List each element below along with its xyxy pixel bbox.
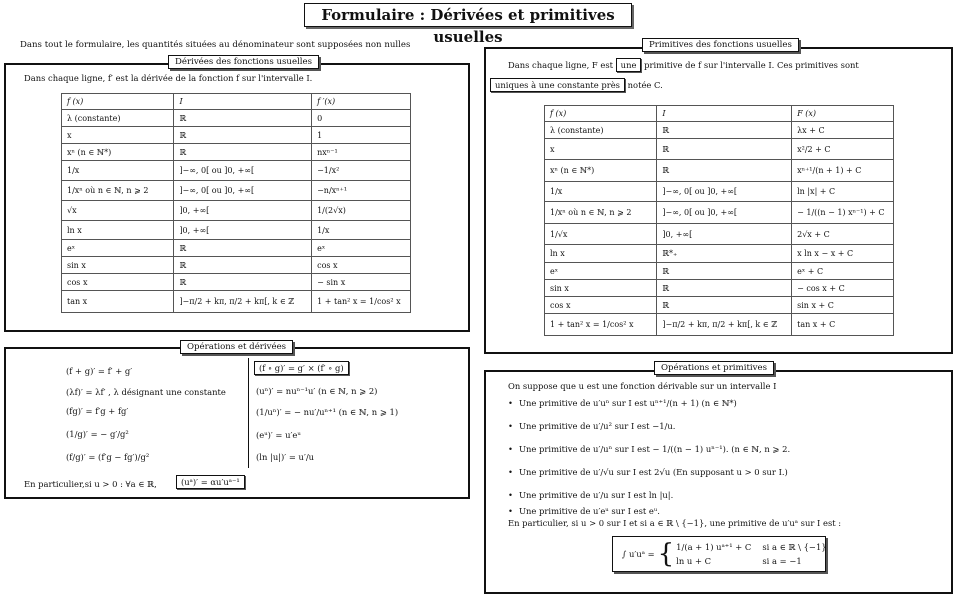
table-cell: eˣ <box>545 263 657 280</box>
table-cell: xⁿ⁺¹/(n + 1) + C <box>792 160 894 182</box>
table-cell: ℝ <box>657 263 792 280</box>
desc-highlight-une: une <box>616 58 642 72</box>
table-cell: 1/√x <box>545 224 657 245</box>
table-row <box>62 127 411 144</box>
page-title: Formulaire : Dérivées et primitives usuelles <box>304 3 632 27</box>
table-cell: tan x <box>62 291 174 313</box>
table-cell: ℝ <box>174 127 312 144</box>
table-cell: ℝ <box>174 144 312 161</box>
table-cell: ℝ <box>174 274 312 291</box>
intro-text: Dans tout le formulaire, les quantités situées au dénominateur sont supposées non nulles <box>20 40 411 50</box>
primitives-description-line1 <box>508 60 859 70</box>
desc-text: primitive de f sur l'intervalle I. Ces primitives sont <box>644 60 859 70</box>
formula-lhs: ∫ u′uᵃ = <box>622 549 655 559</box>
table-row <box>62 240 411 257</box>
table-cell: − sin x <box>312 274 411 291</box>
table-cell: √x <box>62 201 174 221</box>
table-row <box>545 245 894 263</box>
primitives-table <box>544 105 894 336</box>
table-header: f (x) <box>545 106 657 122</box>
chain-rule-formula: (f ∘ g)′ = g′ × (f′ ∘ g) <box>254 361 349 375</box>
table-header: f (x) <box>62 94 174 110</box>
table-cell: 1/xⁿ où n ∈ ℕ, n ⩾ 2 <box>545 202 657 224</box>
table-row <box>62 221 411 240</box>
operations-derivatives-tag: Opérations et dérivées <box>180 340 293 354</box>
table-header: I <box>174 94 312 110</box>
table-row <box>62 274 411 291</box>
table-cell: nxⁿ⁻¹ <box>312 144 411 161</box>
column-divider <box>248 358 249 468</box>
table-cell: ]−∞, 0[ ou ]0, +∞[ <box>657 202 792 224</box>
table-cell: ℝ <box>174 257 312 274</box>
table-cell: eˣ + C <box>792 263 894 280</box>
derivative-rule: (uⁿ)′ = nuⁿ⁻¹u′ (n ∈ ℕ, n ⩾ 2) <box>256 386 378 396</box>
table-cell: 1 <box>312 127 411 144</box>
table-row <box>545 297 894 314</box>
table-row <box>545 182 894 202</box>
table-header: f ′(x) <box>312 94 411 110</box>
table-cell: ℝ <box>657 160 792 182</box>
table-cell: x <box>62 127 174 144</box>
derivatives-tag: Dérivées des fonctions usuelles <box>168 55 319 69</box>
table-cell: ℝ <box>657 297 792 314</box>
primitives-tag: Primitives des fonctions usuelles <box>642 38 799 52</box>
derivative-rule: (1/uⁿ)′ = − nu′/uⁿ⁺¹ (n ∈ ℕ, n ⩾ 1) <box>256 407 399 417</box>
table-cell: 1/(2√x) <box>312 201 411 221</box>
table-cell: 0 <box>312 110 411 127</box>
derivative-rule: (f/g)′ = (f′g − fg′)/g² <box>66 452 150 462</box>
table-cell: 1 + tan² x = 1/cos² x <box>312 291 411 313</box>
table-cell: 1/x <box>312 221 411 240</box>
case1-expression: 1/(a + 1) uᵃ⁺¹ + C <box>676 542 752 552</box>
operations-primitives-tag: Opérations et primitives <box>654 361 774 375</box>
table-row <box>62 144 411 161</box>
table-cell: − cos x + C <box>792 280 894 297</box>
table-cell: ln x <box>62 221 174 240</box>
table-row <box>62 291 411 313</box>
table-row <box>62 161 411 181</box>
particular-case-text: En particulier,si u > 0 : ∀a ∈ ℝ, <box>24 479 157 489</box>
table-row <box>545 139 894 160</box>
table-cell: ]−π/2 + kπ, π/2 + kπ[, k ∈ ℤ <box>657 314 792 336</box>
table-cell: x²/2 + C <box>792 139 894 160</box>
table-cell: sin x <box>62 257 174 274</box>
derivative-rule: (eᵘ)′ = u′eᵘ <box>256 430 301 440</box>
desc-text: Dans chaque ligne, F est <box>508 60 613 70</box>
brace-icon: { <box>657 539 675 569</box>
table-row <box>545 280 894 297</box>
derivative-rule: (f + g)′ = f′ + g′ <box>66 366 133 376</box>
table-cell: ln x <box>545 245 657 263</box>
table-cell: ℝ <box>657 280 792 297</box>
power-primitive-formula <box>612 536 826 572</box>
case2-expression: ln u + C <box>676 556 712 566</box>
table-cell: − 1/((n − 1) xⁿ⁻¹) + C <box>792 202 894 224</box>
primitive-rule: • Une primitive de u′eᵘ sur I est eᵘ. <box>508 506 660 516</box>
derivative-rule: (1/g)′ = − g′/g² <box>66 429 129 439</box>
table-cell: λ (constante) <box>62 110 174 127</box>
table-cell: ]−∞, 0[ ou ]0, +∞[ <box>174 161 312 181</box>
table-cell: sin x <box>545 280 657 297</box>
primitives-particular-text: En particulier, si u > 0 sur I et si a ∈ ℝ \ {−1}, une primitive de u′uᵃ sur I est : <box>508 518 842 528</box>
table-cell: ℝ <box>174 110 312 127</box>
primitives-description-line2 <box>490 80 663 90</box>
table-cell: −n/xⁿ⁺¹ <box>312 181 411 201</box>
table-cell: ℝ <box>174 240 312 257</box>
table-cell: ]−π/2 + kπ, π/2 + kπ[, k ∈ ℤ <box>174 291 312 313</box>
table-row <box>62 110 411 127</box>
table-cell: eˣ <box>62 240 174 257</box>
power-rule-formula: (uᵃ)′ = αu′uᵃ⁻¹ <box>176 475 245 489</box>
table-cell: tan x + C <box>792 314 894 336</box>
desc-highlight-unique: uniques à une constante près <box>490 78 625 92</box>
table-cell: ]0, +∞[ <box>174 221 312 240</box>
table-row <box>62 257 411 274</box>
derivative-rule: (λf)′ = λf′ , λ désignant une constante <box>66 387 226 397</box>
table-cell: λ (constante) <box>545 122 657 139</box>
case2-condition: si a = −1 <box>762 556 802 566</box>
table-cell: cos x <box>312 257 411 274</box>
table-cell: cos x <box>545 297 657 314</box>
table-cell: ]0, +∞[ <box>657 224 792 245</box>
table-cell: cos x <box>62 274 174 291</box>
desc-text: notée C. <box>627 80 663 90</box>
derivative-rule: (fg)′ = f′g + fg′ <box>66 406 129 416</box>
table-row <box>545 202 894 224</box>
case1-condition: si a ∈ ℝ \ {−1} <box>762 542 827 552</box>
table-header: I <box>657 106 792 122</box>
table-cell: 1/xⁿ où n ∈ ℕ, n ⩾ 2 <box>62 181 174 201</box>
primitive-rule: • Une primitive de u′/√u sur I est 2√u (En supposant u > 0 sur I.) <box>508 467 788 477</box>
table-cell: xⁿ (n ∈ ℕ*) <box>545 160 657 182</box>
table-cell: ℝ <box>657 139 792 160</box>
table-cell: 1 + tan² x = 1/cos² x <box>545 314 657 336</box>
table-cell: x ln x − x + C <box>792 245 894 263</box>
primitive-rule: • Une primitive de u′/u sur I est ln |u|. <box>508 490 673 500</box>
table-cell: −1/x² <box>312 161 411 181</box>
table-cell: λx + C <box>792 122 894 139</box>
table-row <box>545 160 894 182</box>
operations-primitives-intro: On suppose que u est une fonction dérivable sur un intervalle I <box>508 381 777 391</box>
table-header: F (x) <box>792 106 894 122</box>
table-cell: ℝ*₊ <box>657 245 792 263</box>
table-cell: ]0, +∞[ <box>174 201 312 221</box>
table-cell: ln |x| + C <box>792 182 894 202</box>
primitive-rule: • Une primitive de u′/uⁿ sur I est − 1/((n − 1) uⁿ⁻¹). (n ∈ ℕ, n ⩾ 2. <box>508 444 790 454</box>
table-cell: eˣ <box>312 240 411 257</box>
table-row <box>545 122 894 139</box>
table-cell: xⁿ (n ∈ ℕ*) <box>62 144 174 161</box>
table-cell: 1/x <box>545 182 657 202</box>
table-row <box>545 224 894 245</box>
primitive-rule: • Une primitive de u′/u² sur I est −1/u. <box>508 421 675 431</box>
derivatives-table <box>61 93 411 313</box>
table-cell: sin x + C <box>792 297 894 314</box>
table-cell: ]−∞, 0[ ou ]0, +∞[ <box>174 181 312 201</box>
table-row <box>62 181 411 201</box>
table-cell: 2√x + C <box>792 224 894 245</box>
table-cell: ℝ <box>657 122 792 139</box>
derivatives-description: Dans chaque ligne, f′ est la dérivée de la fonction f sur l'intervalle I. <box>24 73 313 83</box>
table-row <box>545 263 894 280</box>
table-cell: x <box>545 139 657 160</box>
table-row <box>545 314 894 336</box>
primitive-rule: • Une primitive de u′uⁿ sur I est uⁿ⁺¹/(n + 1) (n ∈ ℕ*) <box>508 398 737 408</box>
table-cell: 1/x <box>62 161 174 181</box>
table-row <box>62 201 411 221</box>
derivative-rule: (ln |u|)′ = u′/u <box>256 452 315 462</box>
table-cell: ]−∞, 0[ ou ]0, +∞[ <box>657 182 792 202</box>
